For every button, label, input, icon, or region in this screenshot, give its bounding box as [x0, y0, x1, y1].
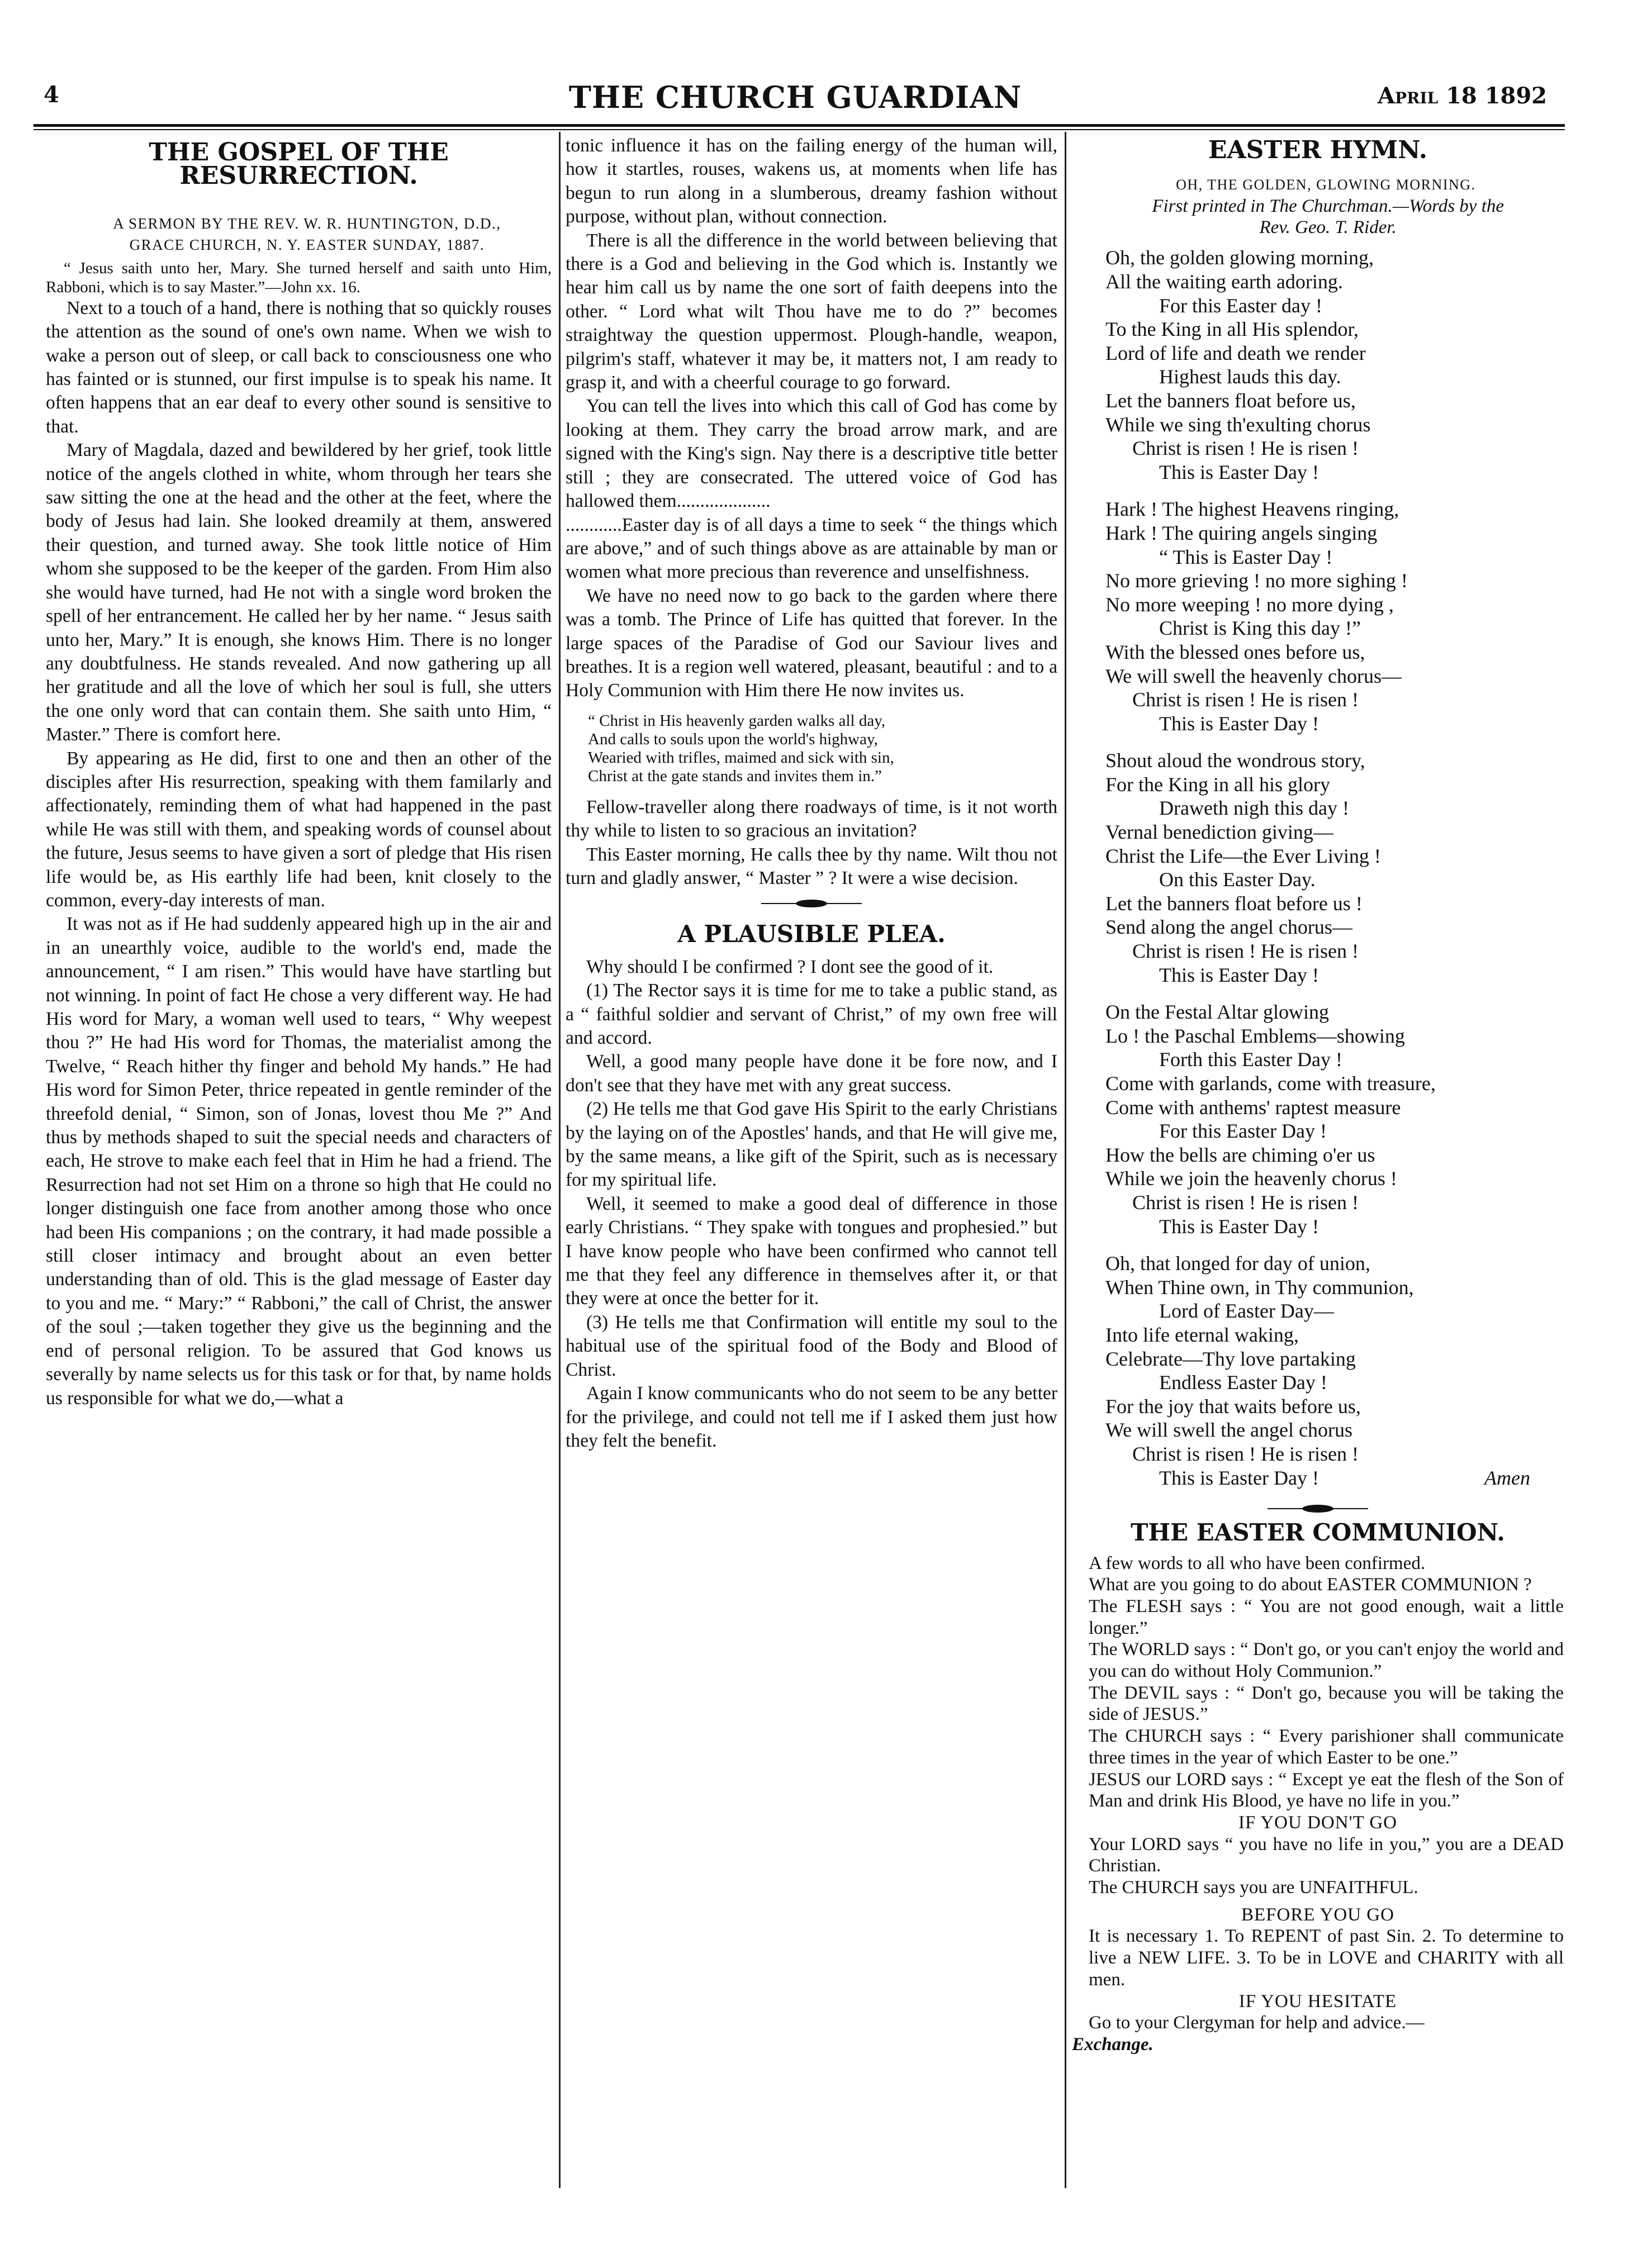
hymn-line: To the King in all His splendor, [1105, 318, 1359, 341]
paragraph: This Easter morning, He calls thee by thy name. Wilt thou not turn and gladly answer, “ Master ” ? It were a wise decision. [566, 844, 1057, 888]
hymn-line: Let the banners float before us ! [1105, 892, 1363, 915]
hymn-line: Lo ! the Paschal Emblems—showing [1105, 1024, 1405, 1047]
hymn-line: Lord of Easter Day— [1159, 1300, 1334, 1323]
hymn-last-line: This is Easter Day ! [1159, 1466, 1319, 1489]
hymn-body [1072, 246, 1564, 1490]
communion-line: It is necessary 1. To REPENT of past Sin. 2. To determine to live a NEW LIFE. 3. To be in LOVE and CHARITY with all men. [1089, 1926, 1564, 1990]
hymn-line: Celebrate—Thy love partaking [1105, 1347, 1356, 1370]
paragraph: It was not as if He had suddenly appeared high up in the air and in an unearthly voice, audible to the world's end, made the announcement, “ I am risen.” This would have have startling but not winning. In point of fact He chose a very different way. He had His word for Mary, a woman well used to tears, “ Why weepest thou ?” He had His word for Thomas, the materialist among the Twelve, “ Reach hither thy finger and behold My hands.” He had His word for Simon Peter, thrice repeated in gentle reminder of the threefold denial, “ Simon, son of Jonas, lovest thou Me ?” And thus by methods shaped to suit the special needs and characters of each, He strove to make each feel that in Him he had a friend. The Resurrection had not set Him on a throne so high that He could no longer distinguish one face from another among those who once had been His companions ; on the contrary, it had made possible a still closer intimacy and brought about an even better understanding than of old. This is the glad message of Easter day to you and me. “ Mary:” “ Rabboni,” the call of Christ, the answer of the soul ;—taken together they give us the beginning and the end of personal religion. To be assured that God knows us severally by name selects us for this task or for that, by name holds us responsible for what we do,—what a [46, 914, 552, 1409]
hymn-line: Draweth nigh this day ! [1159, 797, 1349, 820]
hymn-line: We will swell the angel chorus [1105, 1419, 1352, 1442]
communion-line: The CHURCH says : “ Every parishioner shall communicate three times in the year of which Easter to be one.” [1089, 1726, 1564, 1768]
communion-line: Go to your Clergyman for help and advice.— [1089, 2013, 1425, 2033]
paragraph: We have no need now to go back to the garden where there was a tomb. The Prince of Life has quitted that forever. In the large spaces of the Paradise of God our Saviour lives and breathes. It is a region well watered, pleasant, beautiful : and to a Holy Communion with Him there He now invites us. [566, 585, 1057, 701]
hymn-line: For this Easter Day ! [1159, 1120, 1327, 1143]
hymn-line: Christ is risen ! He is risen ! [1132, 1191, 1359, 1214]
hymn-line: Send along the angel chorus— [1105, 916, 1352, 939]
hymn-line: This is Easter Day ! [1159, 712, 1319, 735]
column-hymn [1072, 134, 1564, 2056]
amen-signoff: Amen [1484, 1466, 1530, 1489]
communion-line: The WORLD says : “ Don't go, or you can't enjoy the world and you can do without Holy Communion.” [1089, 1639, 1564, 1682]
subheading: IF YOU HESITATE [1238, 1991, 1397, 2012]
section-ornament [566, 898, 1057, 911]
communion-line: The FLESH says : “ You are not good enough, wait a little longer.” [1089, 1596, 1564, 1638]
paragraph: (3) He tells me that Confirmation will entitle my soul to the habitual use of the spiritual food of the Body and Blood of Christ. [566, 1311, 1057, 1380]
masthead-rule-thin [34, 129, 1565, 130]
column-middle [566, 134, 1057, 1453]
hymn-line: Hark ! The highest Heavens ringing, [1105, 498, 1399, 521]
article-heading: EASTER HYMN. [1208, 136, 1428, 164]
hymn-line: While we sing th'exulting chorus [1105, 413, 1371, 436]
hymn-line: Christ is risen ! He is risen ! [1132, 688, 1359, 711]
paragraph: By appearing as He did, first to one and then an other of the disciples after His resurrection, speaking with them familarly and affectionately, reminding them of what had happened in the past while He was still with them, and speaking words of counsel about the future, Jesus seems to have given a sort of pledge that His risen life would be, as His earthly life had been, knit closely to the common, every-day interests of man. [46, 748, 552, 911]
article-heading: THE GOSPEL OF THE RESURRECTION. [149, 138, 449, 191]
communion-line: The CHURCH says you are UNFAITHFUL. [1089, 1877, 1418, 1898]
hymn-line: For the King in all his glory [1105, 773, 1330, 796]
hymn-line: Oh, the golden glowing morning, [1105, 246, 1374, 269]
hymn-line: “ This is Easter Day ! [1159, 545, 1333, 568]
hymn-line: Hark ! The quiring angels singing [1105, 521, 1378, 544]
hymn-line: Christ is King this day !” [1159, 617, 1361, 640]
verse-line: Christ at the gate stands and invites them in.” [588, 767, 882, 785]
subheading: BEFORE YOU GO [1241, 1904, 1394, 1925]
hymn-line: Endless Easter Day ! [1159, 1371, 1327, 1394]
hymn-line: With the blessed ones before us, [1105, 640, 1365, 663]
masthead [44, 72, 1547, 115]
hymn-line: Into life eternal waking, [1105, 1323, 1299, 1346]
hymn-line: Come with garlands, come with treasure, [1105, 1072, 1436, 1095]
hymn-line: No more grieving ! no more sighing ! [1105, 569, 1408, 592]
column-divider [559, 132, 561, 2188]
paragraph: Next to a touch of a hand, there is nothing that so quickly rouses the attention as the sound of one's own name. When we wish to wake a person out of sleep, or call back to consciousness one who has fainted or is stunned, our first impulse is to speak his name. It often happens that an ear deaf to every other sound is sensitive to that. [46, 297, 552, 437]
hymn-line: We will swell the heavenly chorus— [1105, 664, 1402, 687]
hymn-line: This is Easter Day ! [1159, 1215, 1319, 1238]
communion-line: The DEVIL says : “ Don't go, because you will be taking the side of JESUS.” [1089, 1682, 1564, 1725]
hymn-line: No more weeping ! no more dying , [1105, 593, 1394, 616]
communion-line: A few words to all who have been confirmed. [1089, 1553, 1426, 1573]
subheading: IF YOU DON'T GO [1238, 1812, 1398, 1833]
paragraph: Well, a good many people have done it be fore now, and I don't see that they have met with any great success. [566, 1051, 1057, 1096]
epigraph: “ Jesus saith unto her, Mary. She turned herself and saith unto Him, Rabboni, which is to say Master.”—John xx. 16. [46, 259, 552, 296]
communion-article [1072, 1553, 1564, 2056]
hymn-line: Come with anthems' raptest measure [1105, 1096, 1401, 1119]
paragraph: You can tell the lives into which this call of God has come by looking at them. They carry the broad arrow mark, and are signed with the King's sign. Nay there is a descriptive title better still ; they are consecrated. The uttered voice of God has hallowed them.................... [566, 396, 1057, 512]
hymn-line: This is Easter Day ! [1159, 460, 1319, 483]
hymn-stanza [1105, 1000, 1564, 1238]
paragraph: Fellow-traveller along there roadways of time, is it not worth thy while to listen to so gracious an invitation? [566, 796, 1057, 841]
hymn-stanza [1105, 1252, 1564, 1490]
paragraph: Again I know communicants who do not seem to be any better for the privilege, and could not tell me if I asked them just how they felt the benefit. [566, 1383, 1057, 1451]
hymn-line: Christ is risen ! He is risen ! [1132, 437, 1359, 460]
source-credit: Exchange. [1072, 2034, 1154, 2055]
article-heading: THE EASTER COMMUNION. [1131, 1519, 1505, 1547]
hymn-line: Christ is risen ! He is risen ! [1132, 940, 1359, 963]
paragraph: There is all the difference in the world between believing that there is a God and believing in the God which is. Instantly we hear him call us by name the one sort of faith deepens into the other. “ Lord what wilt Thou have me to do ?” becomes straightway the question uppermost. Plough-handle, weapon, pilgrim's staff, whatever it may be, it matters not, I am ready to grasp it, and with a cheerful courage to go forward. [566, 230, 1057, 393]
hymn-line: Shout aloud the wondrous story, [1105, 749, 1365, 772]
paragraph: ............Easter day is of all days a time to seek “ the things which are above,” and of such things above as are attainable by man or women what more precious than reverence and unselfishness. [566, 514, 1057, 583]
hymn-line: Oh, that longed for day of union, [1105, 1252, 1370, 1275]
paragraph: (1) The Rector says it is time for me to take a public stand, as a “ faithful soldier and servant of Christ,” of my own free will and accord. [566, 980, 1057, 1048]
hymn-stanza [1105, 749, 1564, 987]
hymn-line: All the waiting earth adoring. [1105, 270, 1343, 293]
paragraph: Why should I be confirmed ? I dont see the good of it. [586, 956, 994, 977]
verse-line: Wearied with trifles, maimed and sick with sin, [588, 748, 894, 767]
hymn-subtitle: OH, THE GOLDEN, GLOWING MORNING. [1176, 177, 1476, 193]
article-dateline: GRACE CHURCH, N. Y. EASTER SUNDAY, 1887. [129, 236, 485, 253]
hymn-line [1105, 1466, 1564, 1490]
paragraph: Well, it seemed to make a good deal of difference in those early Christians. “ They spake with tongues and prophesied.” but I have know people who have been confirmed who cannot tell me that they feel any difference in themselves after it, or that they were at once the better for it. [566, 1193, 1057, 1309]
quoted-verse [588, 712, 1035, 786]
column-divider [1065, 132, 1066, 2188]
hymn-line: Let the banners float before us, [1105, 389, 1356, 412]
hymn-line: For the joy that waits before us, [1105, 1395, 1361, 1418]
hymn-credit: First printed in The Churchman.—Words by the [1152, 196, 1504, 217]
hymn-line: Christ is risen ! He is risen ! [1132, 1442, 1359, 1465]
verse-line: “ Christ in His heavenly garden walks all day, [588, 711, 886, 730]
hymn-line: On the Festal Altar glowing [1105, 1001, 1329, 1024]
hymn-line: Lord of life and death we render [1105, 341, 1366, 364]
column-gospel [46, 134, 552, 1410]
verse-line: And calls to souls upon the world's highway, [588, 730, 878, 748]
communion-line: JESUS our LORD says : “ Except ye eat the flesh of the Son of Man and drink His Blood, ye have no life in you.” [1089, 1769, 1564, 1811]
communion-line: Your LORD says “ you have no life in you,” you are a DEAD Christian. [1089, 1834, 1564, 1876]
issue-date: April 18 1892 [1378, 83, 1547, 109]
hymn-line: How the bells are chiming o'er us [1105, 1143, 1375, 1166]
page-number: 4 [44, 82, 59, 108]
masthead-rule [34, 124, 1565, 127]
section-ornament [1072, 1503, 1564, 1516]
hymn-line: On this Easter Day. [1159, 868, 1316, 891]
hymn-line: Highest lauds this day. [1159, 365, 1341, 388]
hymn-line: Christ the Life—the Ever Living ! [1105, 844, 1381, 867]
paragraph: tonic influence it has on the failing energy of the human will, how it startles, rouses, wakens us, at moments when life has begun to run along in a slumberous, dreamy fashion without purpose, without plan, without connection. [566, 135, 1057, 227]
article-byline: A SERMON BY THE REV. W. R. HUNTINGTON, D.D., [113, 215, 501, 232]
communion-line: What are you going to do about EASTER COMMUNION ? [1089, 1575, 1532, 1595]
hymn-line: For this Easter day ! [1159, 294, 1322, 317]
paragraph: Mary of Magdala, dazed and bewildered by her grief, took little notice of the angels clothed in white, whom through her tears she saw sitting the one at the head and the other at the feet, where the body of Jesus had lain. She looked dreamily at them, answered their question, and turned away. She took little notice of Him whom she supposed to be the keeper of the garden. From Him also she would have turned, had He not with a single word broken the spell of her entrancement. He called her by her name. “ Jesus saith unto her, Mary.” It is enough, she knows Him. There is no longer any doubtfulness. He stands revealed. And now gathering up all her gratitude and all the love of which her soul is full, she utters the one only word that can contain them. She saith unto Him, “ Master.” There is comfort here. [46, 440, 552, 745]
hymn-line: While we join the heavenly chorus ! [1105, 1167, 1397, 1190]
hymn-line: This is Easter Day ! [1159, 963, 1319, 986]
hymn-line: Vernal benediction giving— [1105, 821, 1333, 844]
article-heading: A PLAUSIBLE PLEA. [677, 920, 946, 948]
paragraph: (2) He tells me that God gave His Spirit to the early Christians by the laying on of the Apostles' hands, and that He will give me, by the same means, a like gift of the Spirit, such as is necessary for my spiritual life. [566, 1099, 1057, 1191]
hymn-stanza [1105, 246, 1564, 484]
newspaper-title: THE CHURCH GUARDIAN [568, 79, 1022, 115]
hymn-author: Rev. Geo. T. Rider. [1259, 217, 1397, 238]
hymn-stanza [1105, 497, 1564, 735]
hymn-line: Forth this Easter Day ! [1159, 1048, 1342, 1071]
hymn-line: When Thine own, in Thy communion, [1105, 1276, 1414, 1299]
